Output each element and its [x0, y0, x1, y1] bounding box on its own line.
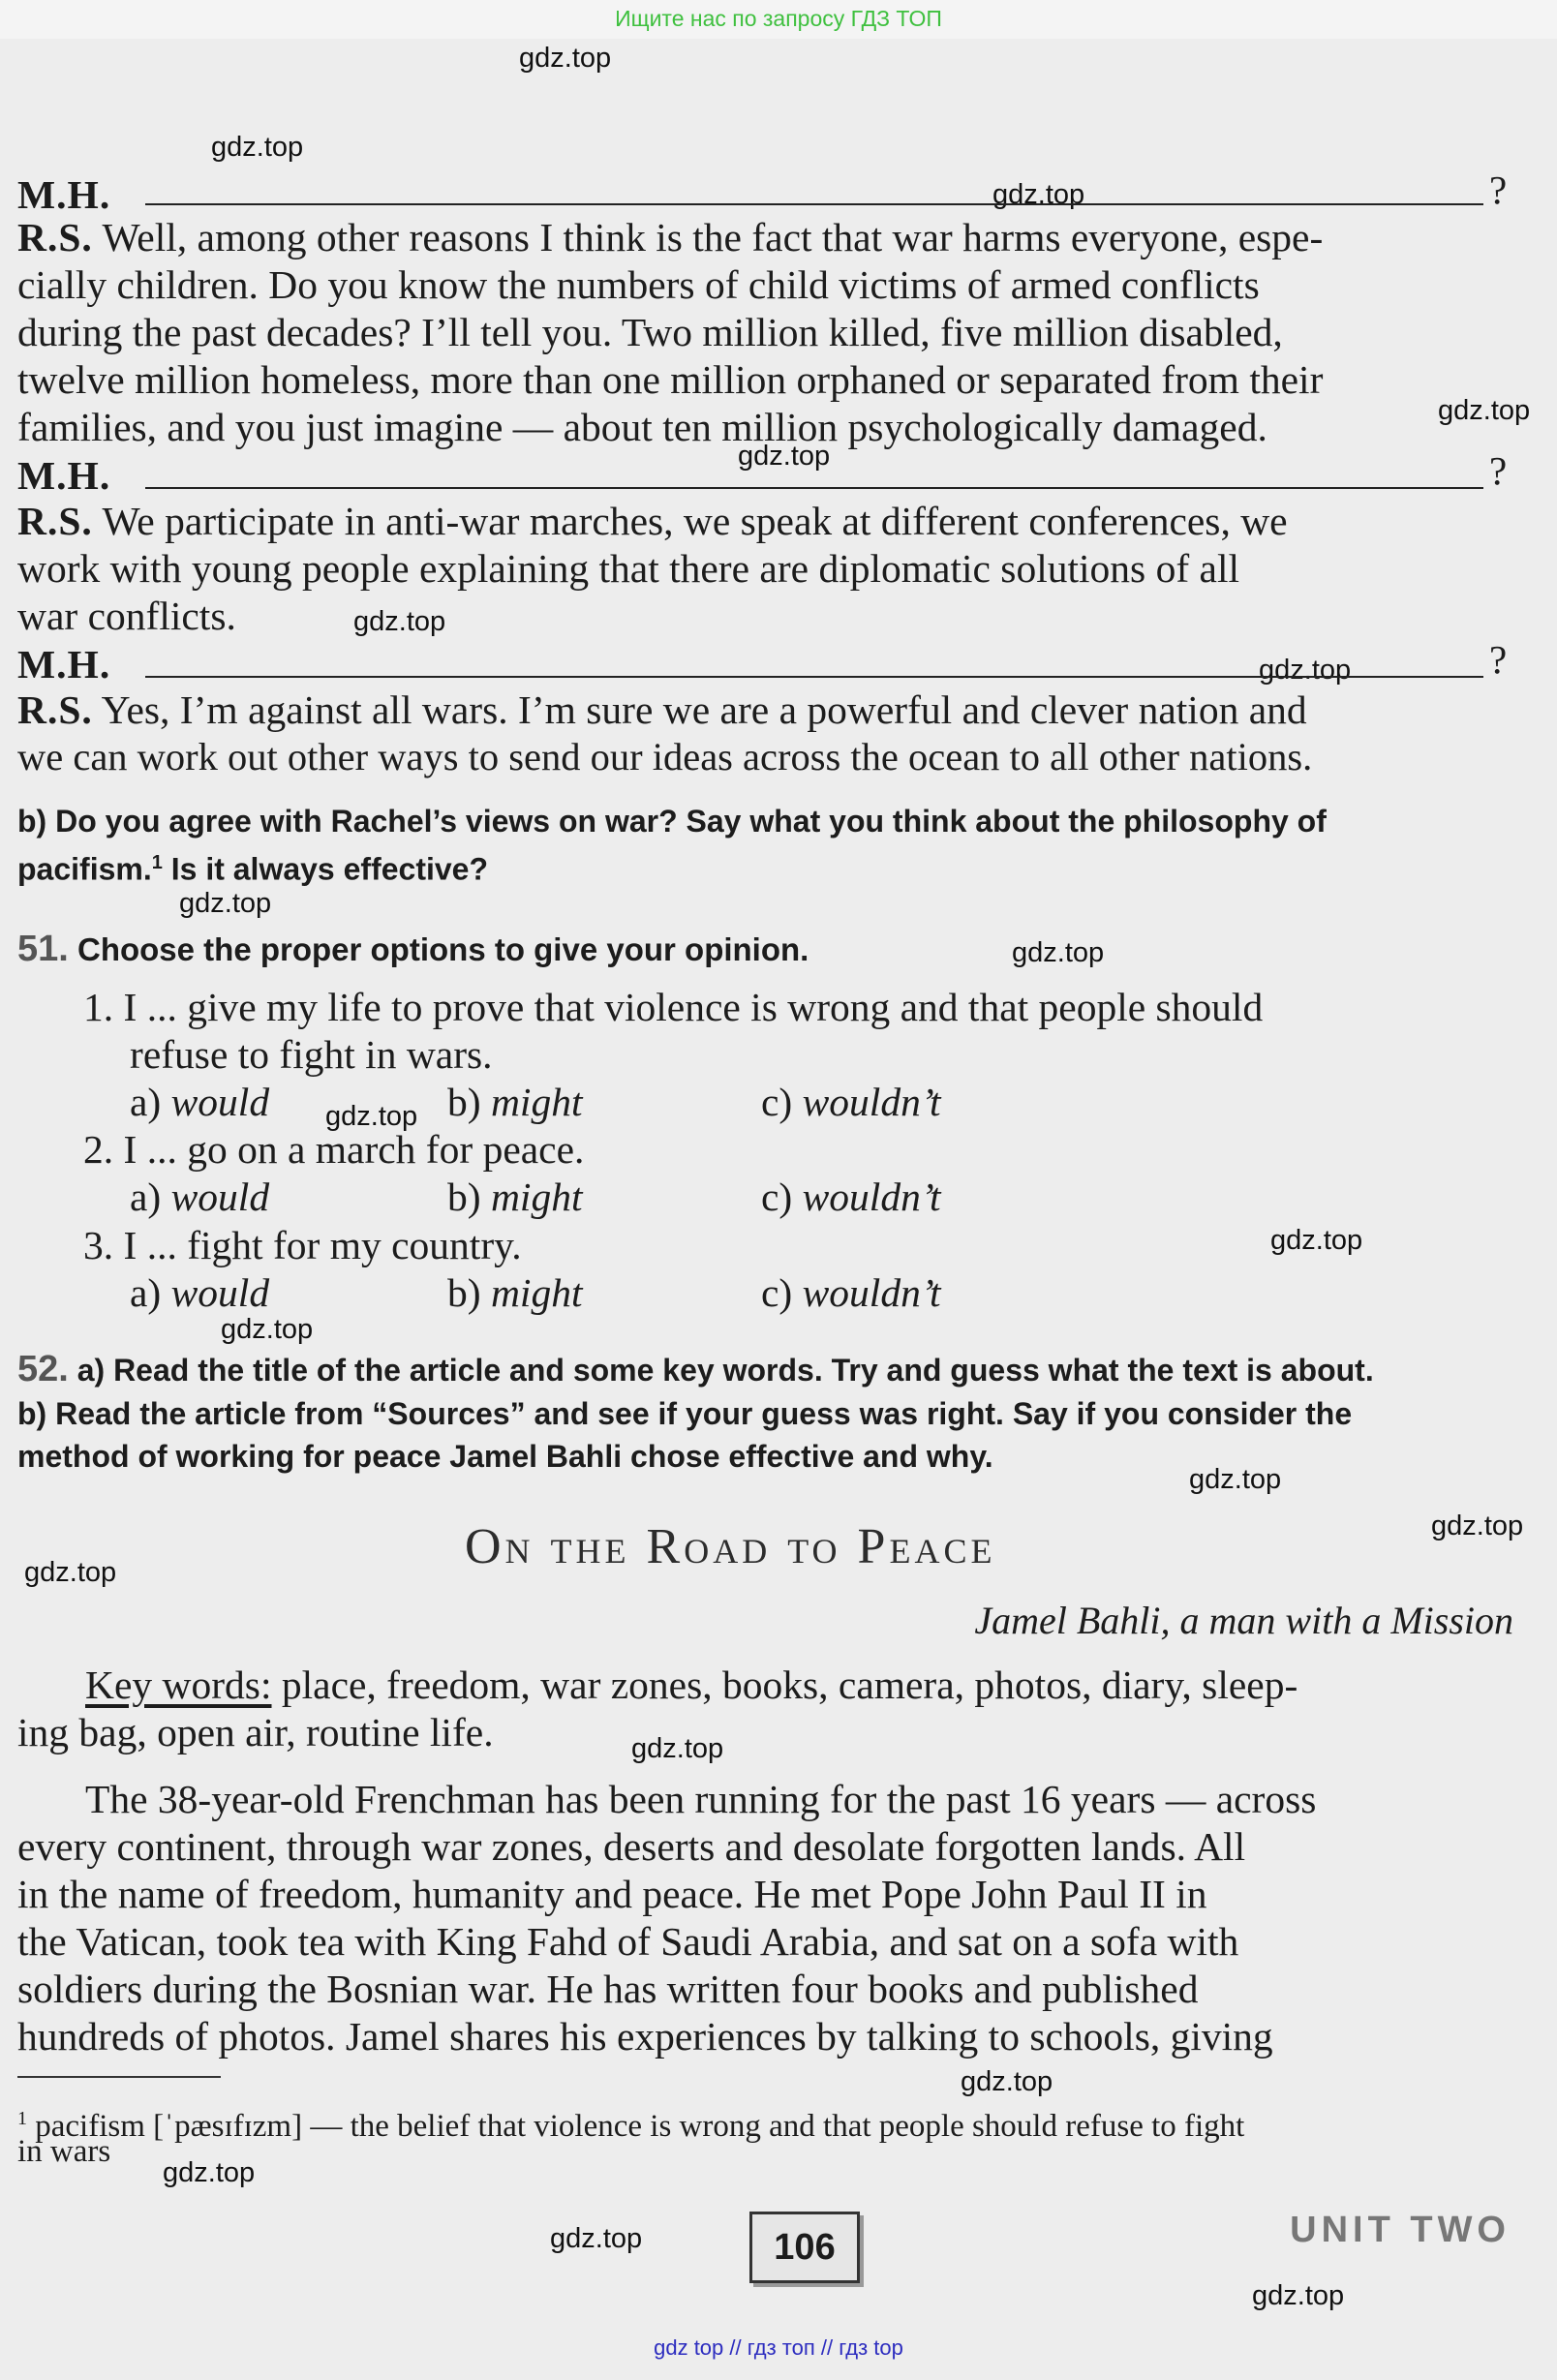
option-letter: a): [130, 1270, 162, 1315]
option-letter: a): [130, 1175, 162, 1219]
article-paragraph-line: the Vatican, took tea with King Fahd of Saudi Arabia, and sat on a sofa with: [17, 1919, 1239, 1964]
task-b-text: Is it always effective?: [162, 851, 488, 887]
dialogue-rs-3: [17, 687, 1513, 733]
watermark: gdz.top: [992, 179, 1085, 210]
ex51-q2-option-b[interactable]: [447, 1174, 582, 1220]
footnote-separator: [17, 2076, 221, 2078]
watermark: gdz.top: [631, 1733, 724, 1764]
dialogue-mh-1: [17, 171, 1513, 218]
exercise-52-line-3: method of working for peace Jamel Bahli chose effective and why.: [17, 1439, 993, 1474]
article-title: On the Road to Peace: [465, 1519, 996, 1574]
ex51-q3: 3. I ... fight for my country.: [83, 1223, 522, 1267]
bottom-banner[interactable]: gdz top // гдз топ // гдз top: [654, 2335, 903, 2360]
ex51-q1-option-b[interactable]: [447, 1079, 582, 1125]
option-letter: a): [130, 1080, 162, 1124]
article-paragraph-line: soldiers during the Bosnian war. He has written four books and published: [17, 1967, 1199, 2011]
answer-line: [145, 487, 1483, 489]
exercise-number: 52.: [17, 1349, 69, 1389]
dialogue-text-line: work with young people explaining that there are diplomatic solutions of all: [17, 546, 1240, 591]
watermark: gdz.top: [179, 888, 272, 919]
dialogue-text: Yes, I’m against all wars. I’m sure we are a powerful and clever nation and: [101, 687, 1307, 732]
watermark: gdz.top: [961, 2066, 1053, 2097]
page-number: 106: [749, 2212, 860, 2283]
watermark: gdz.top: [1438, 395, 1531, 426]
exercise-text: a) Read the title of the article and some key words. Try and guess what the text is about.: [76, 1353, 1374, 1388]
option-letter: b): [447, 1080, 481, 1124]
watermark: gdz.top: [325, 1101, 418, 1132]
task-b-line-1: b) Do you agree with Rachel’s views on war? Say what you think about the philosophy of: [17, 804, 1327, 839]
watermark: gdz.top: [738, 441, 831, 472]
option-text: wouldn’t: [802, 1080, 941, 1124]
watermark: gdz.top: [353, 606, 446, 637]
speaker-mh: M.H.: [17, 172, 111, 217]
ex51-q3-option-a[interactable]: [130, 1269, 269, 1316]
task-b-text: pacifism.: [17, 851, 152, 887]
dialogue-text-line: cially children. Do you know the numbers of child victims of armed conflicts: [17, 262, 1260, 307]
article-paragraph-line: The 38-year-old Frenchman has been running for the past 16 years — across: [85, 1777, 1317, 1821]
option-text: wouldn’t: [802, 1175, 941, 1219]
watermark: gdz.top: [1189, 1464, 1282, 1495]
dialogue-text: We participate in anti-war marches, we speak at different conferences, we: [102, 499, 1288, 543]
exercise-number: 51.: [17, 929, 69, 969]
ex51-q3-option-b[interactable]: [447, 1269, 582, 1316]
footnote-line-1: [17, 2099, 1244, 2146]
question-mark: ?: [1489, 637, 1508, 682]
question-mark: ?: [1489, 168, 1508, 212]
article-paragraph-line: hundreds of photos. Jamel shares his experiences by talking to schools, giving: [17, 2014, 1273, 2059]
watermark: gdz.top: [1270, 1225, 1363, 1256]
dialogue-rs-1: [17, 214, 1513, 260]
ex51-q2: 2. I ... go on a march for peace.: [83, 1127, 585, 1172]
ex51-q1-option-a[interactable]: [130, 1079, 269, 1125]
answer-line: [145, 676, 1483, 678]
option-letter: c): [761, 1270, 793, 1315]
footnote-line-2: in wars: [17, 2134, 111, 2169]
unit-label: UNIT TWO: [1290, 2210, 1511, 2250]
option-text: might: [490, 1080, 583, 1124]
option-letter: c): [761, 1175, 793, 1219]
answer-line: [145, 203, 1483, 205]
exercise-51-header: [17, 928, 809, 971]
footnote-ref: 1: [151, 852, 163, 873]
speaker-mh: M.H.: [17, 642, 111, 687]
exercise-52-line-2: b) Read the article from “Sources” and see if your guess was right. Say if you consider the: [17, 1396, 1353, 1431]
speaker-mh: M.H.: [17, 453, 111, 498]
ex51-q3-option-c[interactable]: [761, 1269, 941, 1316]
dialogue-text-line: we can work out other ways to send our ideas across the ocean to all other nations.: [17, 735, 1313, 778]
dialogue-text-line: war conflicts.: [17, 594, 236, 638]
watermark: gdz.top: [221, 1314, 314, 1345]
article-paragraph-line: every continent, through war zones, deserts and desolate forgotten lands. All: [17, 1824, 1246, 1869]
speaker-rs: R.S.: [17, 499, 93, 543]
watermark: gdz.top: [519, 43, 612, 74]
key-words-label: Key words:: [85, 1663, 272, 1707]
option-letter: b): [447, 1175, 481, 1219]
exercise-title: Choose the proper options to give your opinion.: [77, 931, 809, 967]
ex51-q1: 1. I ... give my life to prove that violence is wrong and that people should: [83, 985, 1264, 1029]
option-letter: b): [447, 1270, 481, 1315]
ex51-q1-cont: refuse to fight in wars.: [130, 1032, 493, 1077]
ex51-q2-option-c[interactable]: [761, 1174, 941, 1220]
option-text: might: [490, 1175, 583, 1219]
key-words-text: place, freedom, war zones, books, camera, photos, diary, sleep-: [271, 1663, 1298, 1707]
option-text: wouldn’t: [802, 1270, 941, 1315]
question-mark: ?: [1489, 448, 1508, 493]
watermark: gdz.top: [163, 2157, 256, 2188]
option-text: might: [490, 1270, 583, 1315]
watermark: gdz.top: [1259, 655, 1352, 686]
dialogue-mh-3: [17, 641, 1513, 687]
ex51-q1-option-c[interactable]: [761, 1079, 941, 1125]
watermark: gdz.top: [1252, 2280, 1345, 2311]
key-words-line-2: ing bag, open air, routine life.: [17, 1710, 494, 1754]
exercise-52-line-1: [17, 1348, 1374, 1391]
article-byline: Jamel Bahli, a man with a Mission: [974, 1599, 1513, 1642]
dialogue-text-line: twelve million homeless, more than one million orphaned or separated from their: [17, 357, 1324, 402]
footnote-text: pacifism [ˈpæsɪfɪzm] — the belief that violence is wrong and that people should refuse to fight: [27, 2109, 1245, 2144]
footnote-marker: 1: [17, 2108, 27, 2129]
watermark: gdz.top: [1012, 937, 1105, 968]
watermark: gdz.top: [211, 132, 304, 163]
speaker-rs: R.S.: [17, 687, 93, 732]
watermark: gdz.top: [1431, 1510, 1524, 1541]
watermark: gdz.top: [550, 2223, 643, 2254]
top-banner[interactable]: Ищите нас по запросу ГДЗ ТОП: [0, 0, 1557, 39]
watermark: gdz.top: [24, 1557, 117, 1588]
dialogue-text-line: families, and you just imagine — about ten million psychologically damaged.: [17, 405, 1267, 449]
dialogue-text-line: during the past decades? I’ll tell you. Two million killed, five million disabled,: [17, 310, 1283, 354]
article-paragraph-line: in the name of freedom, humanity and peace. He met Pope John Paul II in: [17, 1872, 1207, 1916]
option-text: would: [170, 1080, 270, 1124]
option-text: would: [170, 1270, 270, 1315]
speaker-rs: R.S.: [17, 215, 93, 259]
dialogue-rs-2: [17, 498, 1513, 544]
option-text: would: [170, 1175, 270, 1219]
task-b-line-2: [17, 841, 488, 891]
key-words-line-1: [85, 1662, 1557, 1708]
ex51-q2-option-a[interactable]: [130, 1174, 269, 1220]
dialogue-text: Well, among other reasons I think is the fact that war harms everyone, espe-: [102, 215, 1324, 259]
dialogue-mh-2: [17, 452, 1513, 499]
option-letter: c): [761, 1080, 793, 1124]
